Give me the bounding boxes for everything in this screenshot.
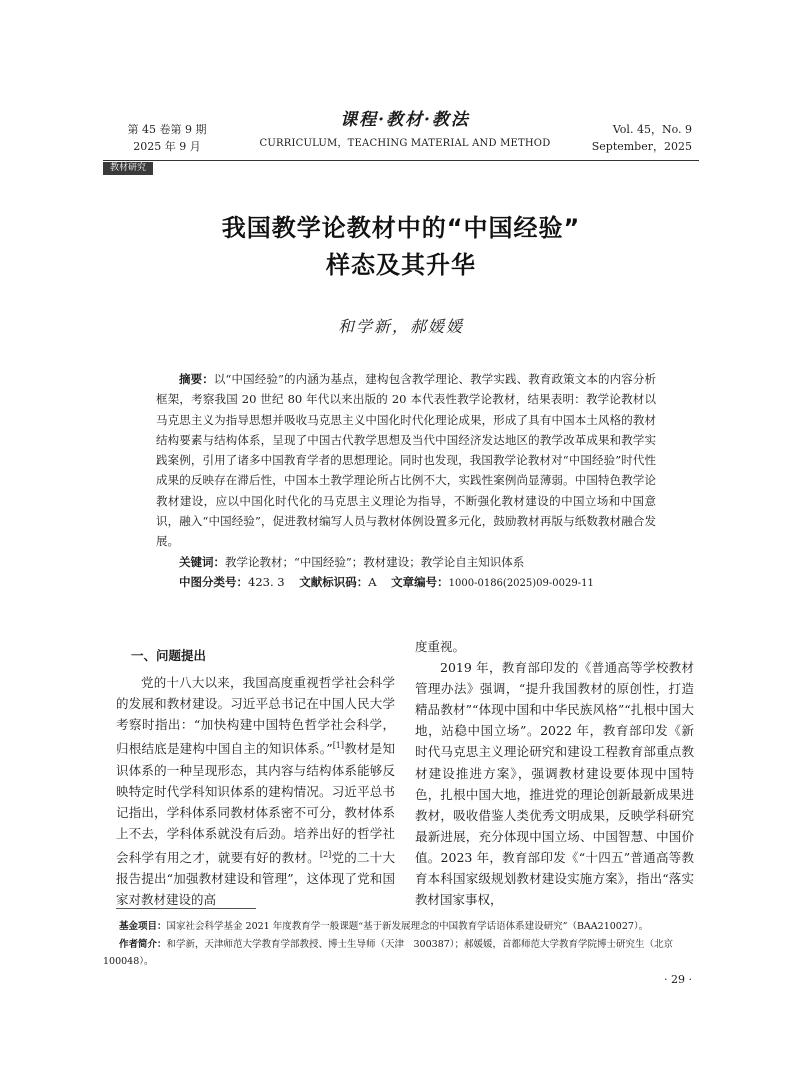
body-column-left: [116, 633, 395, 910]
doc-code-value: A: [368, 574, 377, 589]
citation-ref[interactable]: [2]: [319, 850, 332, 859]
abstract-block: [156, 369, 656, 594]
volume-issue-en: Vol. 45，No. 9: [612, 123, 692, 136]
author-bio-text: 和学新，天津师范大学教育学部教授、博士生导师（天津 300387）；郝媛媛，首都师范大学教育学院博士研究生（北京 100048）。: [103, 938, 683, 967]
footnote-divider: [116, 908, 256, 909]
title-line-2: 样态及其升华: [326, 251, 476, 279]
volume-issue-cn: 第 45 卷第 9 期: [127, 123, 207, 136]
body-paragraph: 2019 年，教育部印发的《普通高等学校教材管理办法》强调，“提升我国教材的原创性，打造精品教材”“体现中国和中华民族风格”“扎根中国大地，站稳中国立场”。2022 年，教育部印发《新时代马克思主义理论研究和建设工程教育部重点教材建设推进方案》，强调教材建设要体现中国特色，扎根中国大地，推进党的理论创新最新成果进教材，吸收借鉴人类优秀文明成果，反映学科研究最新进展，充分体现中国立场、中国智慧、中国价值。2023 年，教育部印发《“十四五”普通高等教育本科国家级规划教材建设实施方案》，指出“落实教材国家事权，: [415, 660, 694, 908]
abstract-text: 以“中国经验”的内涵为基点，建构包含教学理论、教学实践、教育政策文本的内容分析框架，考察我国 20 世纪 80 年代以来出版的 20 本代表性教学论教材，结果表明：教学论教材以马克思主义为指导思想并吸收马克思主义中国化时代化理论成果，形成了具有中国本土风格的教材结构要素与结构体系，呈现了中国古代教学思想及当代中国经济发达地区的教学改革成果和教学实践案例，引用了诸多中国教育学者的思想理论。同时也发现，我国教学论教材对“中国经验”时代性成果的反映存在滞后性，中国本土教学理论所占比例不大，实践性案例尚显薄弱。中国特色教学论教材建设，应以中国化时代化的马克思主义理论为指导，不断强化教材建设的中国立场和中国意识，融入“中国经验”，促进教材编写人员与教材体例设置多元化，鼓励教材再版与纸数教材融合发展。: [156, 372, 656, 549]
body-paragraph-continued: 度重视。: [415, 639, 466, 654]
abstract-label: 摘要：: [179, 372, 214, 386]
funding-text: 国家社会科学基金 2021 年度教育学一般课题“基于新发展理念的中国教育学话语体系建设研究”（BAA210027）。: [166, 921, 649, 932]
body-column-right: [415, 636, 694, 910]
author-note: [103, 936, 699, 971]
abstract: [156, 369, 656, 552]
footnotes: [103, 918, 699, 971]
citation-ref[interactable]: [1]: [332, 741, 345, 751]
article-authors: 和学新，郝媛媛: [337, 317, 464, 336]
doc-code-label: 文献标识码：: [299, 574, 369, 589]
journal-title-en: CURRICULUM，TEACHING MATERIAL AND METHOD: [259, 138, 551, 149]
clc-value: 423. 3: [248, 574, 285, 589]
funding-label: 基金项目：: [119, 921, 167, 932]
header-volume-cn: [112, 121, 222, 155]
author-bio-label: 作者简介：: [119, 938, 167, 950]
article-no-label: 文章编号：: [391, 574, 449, 589]
section-heading: 一、问题提出: [131, 648, 207, 663]
keywords: [156, 552, 656, 572]
journal-masthead: [250, 109, 560, 152]
page-number: · 29 ·: [664, 973, 692, 986]
article-no-value: 1000-0186(2025)09-0029-11: [448, 577, 594, 589]
article-title: [103, 210, 699, 284]
date-cn: 2025 年 9 月: [133, 140, 201, 153]
journal-title-cn: 课程·教材·教法: [340, 110, 470, 130]
date-en: September，2025: [591, 140, 692, 153]
keywords-text: 教学论教材；“中国经验”；教材建设；教学论自主知识体系: [225, 554, 525, 569]
body-text-1a: 党的十八大以来，我国高度重视哲学社会科学的发展和教材建设。习近平总书记在中国人民大学考察时指出：“加快构建中国特色哲学社会科学，归根结底是建构中国自主的知识体系。”: [116, 675, 395, 757]
keywords-label: 关键词：: [179, 554, 225, 569]
body-paragraph: [116, 672, 395, 910]
body-text-1c: 党的二十大报告提出“加强教材建设和管理”，这体现了党和国家对教材建设的高: [116, 850, 395, 908]
header-divider: [103, 160, 699, 161]
title-line-1: 我国教学论教材中的“中国经验”: [221, 214, 581, 242]
header-volume-en: [592, 121, 692, 155]
funding-note: [103, 918, 699, 936]
body-text-1b: 教材是知识体系的一种呈现形态，其内容与结构体系能够反映特定时代学科知识体系的建构情况。习近平总书记指出，学科体系同教材体系密不可分，教材体系上不去，学科体系就没有后劲。培养出好的哲学社会科学有用之才，就要有好的教材。: [116, 741, 395, 866]
clc-label: 中图分类号：: [179, 574, 248, 589]
classification-line: [156, 572, 656, 594]
section-tag: 教材研究: [103, 162, 153, 175]
